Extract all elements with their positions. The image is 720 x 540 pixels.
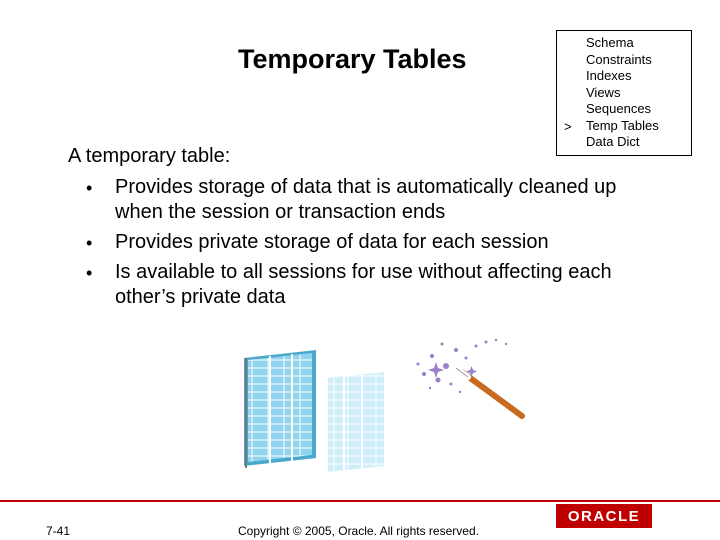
nav-item-data-dict: Data Dict bbox=[586, 134, 640, 149]
page-number: 7-41 bbox=[46, 524, 71, 538]
bullet-marker: • bbox=[86, 263, 93, 283]
intro-text: A temporary table: bbox=[68, 145, 231, 167]
bullet-text-3: Is available to all sessions for use without affecting each other’s private data bbox=[115, 261, 612, 308]
topic-navigation-box bbox=[556, 30, 692, 156]
nav-item-temp-tables: Temp Tables bbox=[586, 117, 659, 133]
nav-item-schema: Schema bbox=[586, 35, 634, 50]
oracle-logo-icon bbox=[556, 504, 652, 528]
bullet-marker: • bbox=[86, 178, 93, 198]
nav-item-sequences: Sequences bbox=[586, 101, 652, 116]
sparkles-icon bbox=[417, 339, 508, 393]
nav-item-constraints: Constraints bbox=[586, 51, 652, 67]
magic-wand-icon bbox=[456, 368, 522, 416]
current-topic-marker: > bbox=[564, 119, 572, 134]
footer-rule bbox=[0, 500, 720, 502]
oracle-logo-text: ORACLE bbox=[567, 508, 641, 525]
bullet-marker: • bbox=[86, 233, 93, 253]
nav-item-indexes: Indexes bbox=[586, 68, 632, 83]
copyright-text: Copyright © 2005, Oracle. All rights reserved. bbox=[238, 524, 479, 538]
table-grid-icon bbox=[244, 350, 316, 468]
bullet-text-1: Provides storage of data that is automatically cleaned up when the session or transaction ends bbox=[115, 176, 617, 223]
fading-table-grid-icon bbox=[328, 372, 384, 472]
slide-title: Temporary Tables bbox=[238, 44, 467, 74]
bullet-text-2: Provides private storage of data for each session bbox=[115, 231, 549, 253]
temporary-table-illustration bbox=[236, 336, 526, 476]
nav-item-views: Views bbox=[586, 84, 621, 100]
